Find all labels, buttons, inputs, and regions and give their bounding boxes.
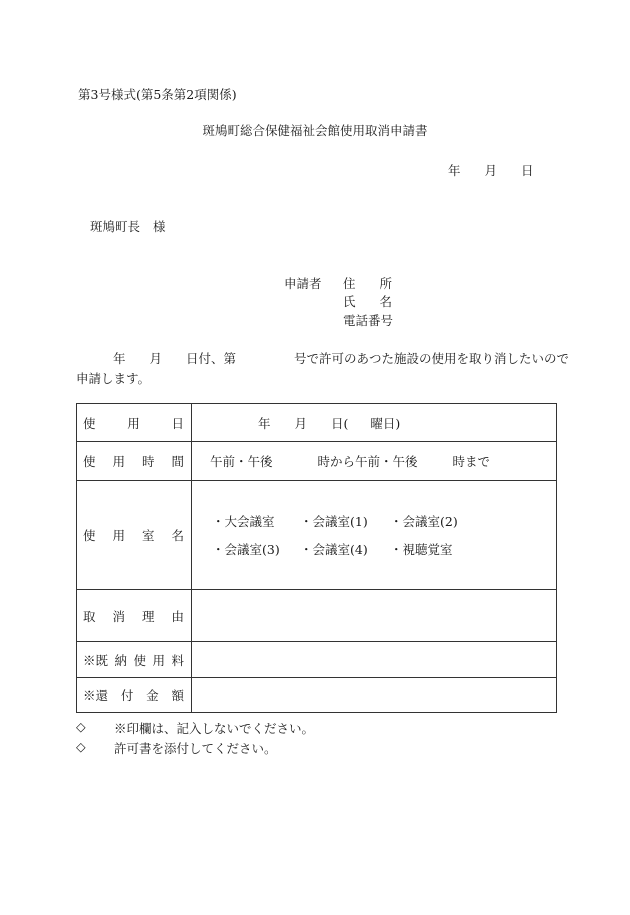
room-option[interactable]: ・会議室(2) — [390, 514, 458, 529]
label-paid-fee: ※既 納 使 用 料 — [77, 642, 192, 678]
diamond-icon: ◇ — [76, 739, 86, 754]
room-option[interactable]: ・会議室(4) — [300, 542, 368, 557]
addressee — [90, 217, 166, 235]
label-rooms: 使 用 室 名 — [77, 481, 192, 590]
note-1 — [76, 719, 314, 737]
row-reason — [77, 590, 557, 642]
applicant-address: 住 所 — [343, 276, 393, 291]
application-table — [76, 403, 557, 713]
note-text: ※印欄は、記入しないでください。 — [114, 721, 315, 736]
addressee-name: 斑鳩町長 — [90, 219, 141, 234]
date-line — [448, 161, 534, 179]
label-use-date: 使 用 日 — [77, 404, 192, 442]
row-refund — [77, 678, 557, 713]
label-reason: 取 消 理 由 — [77, 590, 192, 642]
date-day: 日 — [521, 163, 534, 178]
applicant-label: 申請者 — [284, 276, 322, 291]
addressee-honorific: 様 — [153, 219, 166, 234]
applicant-phone: 電話番号 — [343, 313, 394, 328]
value-refund — [192, 678, 557, 713]
room-option[interactable]: ・大会議室 — [212, 514, 275, 529]
note-2 — [76, 739, 277, 757]
date-year: 年 — [448, 163, 461, 178]
room-option[interactable]: ・会議室(1) — [300, 514, 368, 529]
label-use-time: 使 用 時 間 — [77, 442, 192, 481]
value-use-time[interactable]: 午前・午後 時から午前・午後 時まで — [192, 442, 557, 481]
row-use-time — [77, 442, 557, 481]
applicant-name: 氏 名 — [343, 294, 393, 309]
diamond-icon: ◇ — [76, 719, 86, 734]
row-paid-fee — [77, 642, 557, 678]
date-month: 月 — [484, 163, 498, 178]
label-refund: ※還 付 金 額 — [77, 678, 192, 713]
value-rooms — [192, 481, 557, 590]
body-text-line2: 申請します。 — [76, 371, 151, 386]
room-option[interactable]: ・会議室(3) — [212, 542, 280, 557]
document-title: 斑鳩町総合保健福祉会館使用取消申請書 — [202, 123, 428, 138]
room-option[interactable]: ・視聴覚室 — [390, 542, 453, 557]
value-paid-fee — [192, 642, 557, 678]
value-use-date[interactable]: 年 月 日( 曜日) — [192, 404, 557, 442]
row-use-date — [77, 404, 557, 442]
row-rooms — [77, 481, 557, 590]
value-reason[interactable] — [192, 590, 557, 642]
body-text-line1: 年 月 日付、第 号で許可のあつた施設の使用を取り消したいので — [113, 351, 570, 366]
form-number: 第3号様式(第5条第2項関係) — [78, 87, 237, 102]
note-text: 許可書を添付してください。 — [114, 741, 277, 756]
